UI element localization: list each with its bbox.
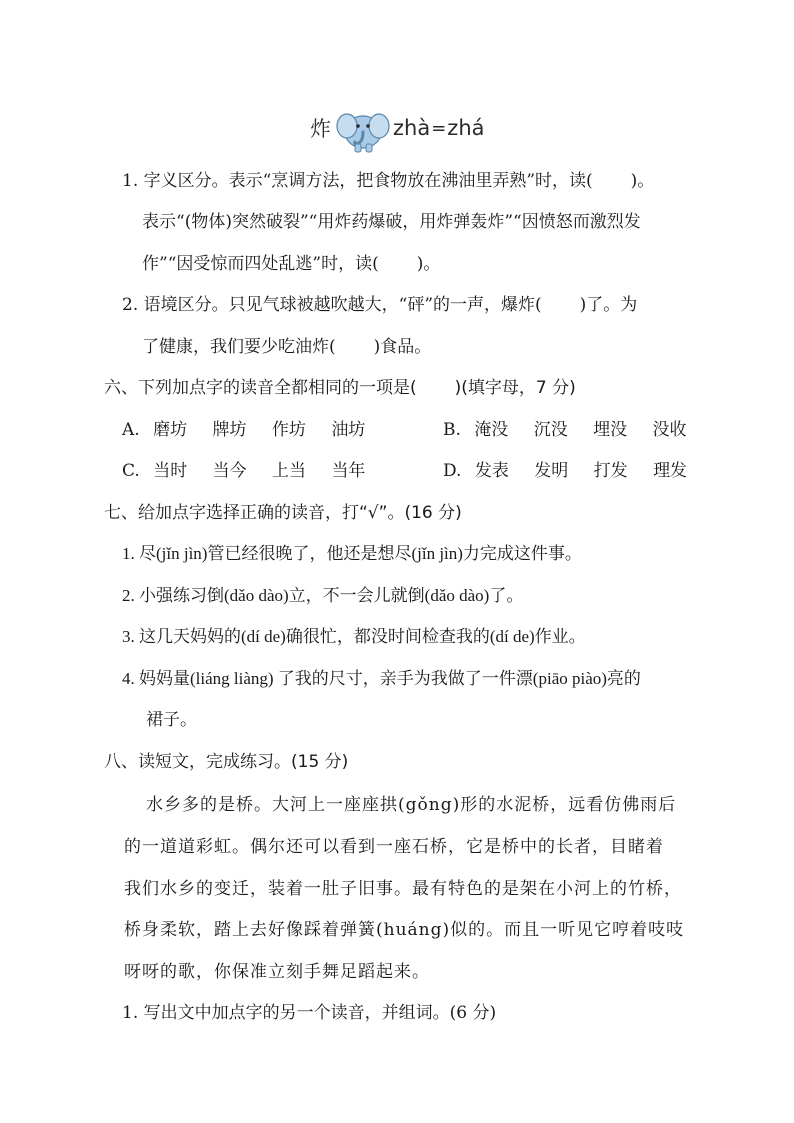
passage-line-4: 桥身柔软，踏上去好像踩着弹簧(huáng)似的。而且一听见它哼着吱吱	[124, 920, 685, 940]
option-a-word: 磨坊	[153, 420, 188, 440]
option-c[interactable]	[122, 458, 365, 484]
section6-title	[104, 375, 576, 401]
q1-line2: 表示“(物体)突然破裂”“用炸药爆破，用炸弹轰炸”“因愤怒而激烈发	[142, 212, 641, 232]
header-character: 炸	[310, 117, 331, 141]
option-c-label: C.	[122, 461, 140, 481]
q2-text1: 2. 语境区分。只见气球被越吹越大，“砰”的一声，爆炸(	[122, 295, 542, 315]
passage-line-2: 的一道道彩虹。偶尔还可以看到一座石桥，它是桥中的长者，目睹着	[124, 837, 664, 857]
option-d-word: 发表	[474, 461, 509, 481]
polyphone-header	[310, 102, 485, 154]
s7-question-4[interactable]: 4. 妈妈量(liáng liàng) 了我的尺寸，亲手为我做了一件漂(piāo piào)亮的	[122, 669, 641, 688]
q1-text1-end: )。	[630, 171, 655, 191]
option-c-word: 当年	[331, 461, 366, 481]
option-d-word: 打发	[593, 461, 628, 481]
option-a-word: 油坊	[331, 420, 366, 440]
section6-title-end: )(填字母，7 分)	[454, 378, 576, 398]
q2-text2: 了健康，我们要少吃油炸(	[142, 337, 336, 357]
section8-title: 八、读短文，完成练习。(15 分)	[104, 752, 349, 772]
s8-question-1: 1. 写出文中加点字的另一个读音，并组词。(6 分)	[122, 1003, 497, 1023]
option-a[interactable]	[122, 417, 365, 443]
section6-title-text: 六、下列加点字的读音全都相同的一项是(	[104, 378, 417, 398]
option-b-word: 埋没	[593, 420, 628, 440]
option-d-word: 理发	[653, 461, 688, 481]
option-b-word: 沉没	[533, 420, 568, 440]
q1-line1	[122, 168, 654, 194]
s7-question-1[interactable]: 1. 尽(jǐn jìn)管已经很晚了，他还是想尽(jǐn jìn)力完成这件事。	[122, 544, 582, 563]
q2-line2	[142, 334, 431, 360]
option-b-label: B.	[443, 420, 461, 440]
s7-question-4-cont: 裙子。	[146, 710, 197, 730]
q1-text1: 1. 字义区分。表示“烹调方法，把食物放在沸油里弄熟”时，读(	[122, 171, 593, 191]
section7-title: 七、给加点字选择正确的读音，打“√”。(16 分)	[104, 503, 462, 523]
q1-text3: 作”“因受惊而四处乱逃”时，读(	[142, 254, 379, 274]
s7-question-3[interactable]: 3. 这几天妈妈的(dí de)确很忙，都没时间检查我的(dí de)作业。	[122, 627, 586, 646]
option-c-word: 当今	[212, 461, 247, 481]
option-c-word: 当时	[153, 461, 188, 481]
q2-text1-end: )了。为	[579, 295, 638, 315]
passage-line-5: 呀呀的歌，你保准立刻手舞足蹈起来。	[124, 962, 430, 982]
header-equals: =	[431, 117, 447, 139]
option-a-word: 牌坊	[212, 420, 247, 440]
elephant-icon	[333, 102, 393, 154]
option-c-word: 上当	[272, 461, 307, 481]
q2-line1	[122, 292, 637, 318]
passage-line-1: 水乡多的是桥。大河上一座座拱(gǒng)形的水泥桥，远看仿佛雨后	[146, 795, 677, 815]
option-b-word: 没收	[652, 420, 687, 440]
passage-line-3: 我们水乡的变迁，装着一肚子旧事。最有特色的是架在小河上的竹桥，	[124, 879, 682, 899]
q2-text2-end: )食品。	[373, 337, 432, 357]
q1-line3	[142, 251, 440, 277]
header-pinyin-zha4: zhà	[393, 116, 431, 140]
s7-question-2[interactable]: 2. 小强练习倒(dǎo dào)立，不一会儿就倒(dǎo dào)了。	[122, 586, 524, 605]
option-a-word: 作坊	[271, 420, 306, 440]
option-b-word: 淹没	[474, 420, 509, 440]
q1-text3-end: )。	[416, 254, 441, 274]
option-b[interactable]	[443, 417, 687, 443]
option-a-label: A.	[122, 420, 140, 440]
option-d-word: 发明	[534, 461, 569, 481]
option-d[interactable]	[443, 458, 687, 484]
header-pinyin-zha2: zhá	[447, 116, 485, 140]
option-d-label: D.	[443, 461, 462, 481]
